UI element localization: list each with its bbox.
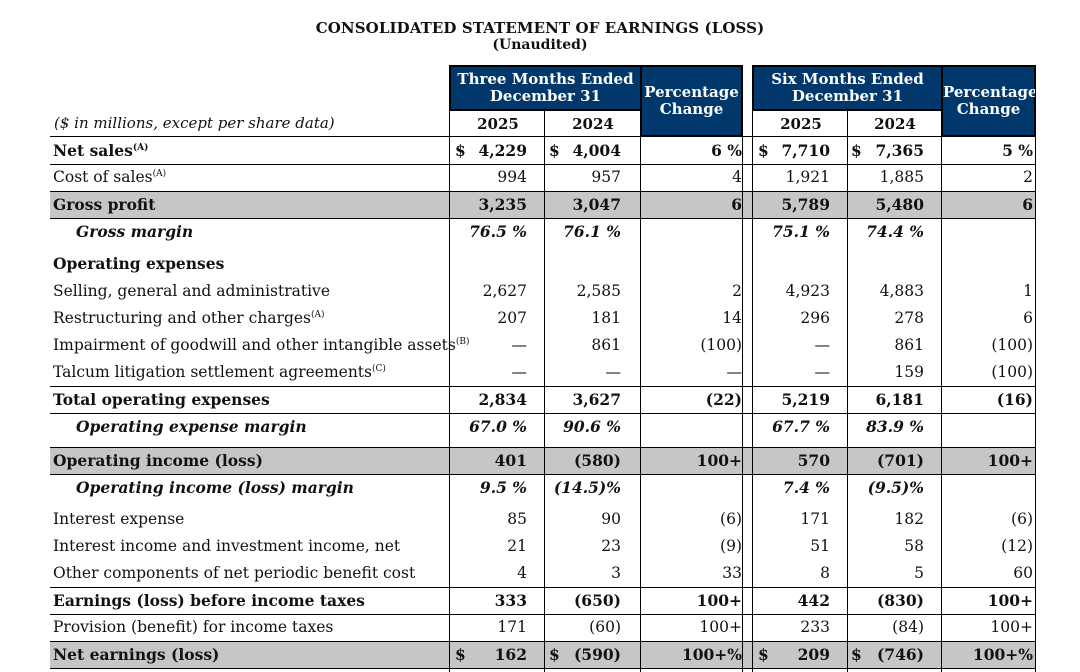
- cell-s24: 5: [914, 564, 924, 582]
- cell-qp: —: [726, 363, 742, 381]
- cell-q25: 85: [507, 510, 527, 528]
- cell-q25: 401: [494, 451, 527, 470]
- row-label: Impairment of goodwill and other intangible assets$^{(B)}$: [53, 336, 470, 354]
- column-line: [544, 111, 545, 672]
- cell-sp: (100): [991, 363, 1033, 381]
- table-row: [50, 278, 1036, 305]
- column-line: [1035, 65, 1036, 672]
- cell-q25: 171: [497, 618, 527, 636]
- rule-line: [50, 641, 1036, 642]
- cell-q25: 9.5 %: [479, 478, 527, 497]
- three-months-header-l2: December 31: [489, 87, 602, 105]
- pct-change-header-q-l1: Percentage: [644, 83, 739, 101]
- cell-s24: (84): [892, 618, 924, 636]
- cell-q24: (580): [573, 451, 621, 470]
- rule-line: [50, 191, 1036, 192]
- table-row: [50, 474, 1036, 501]
- cell-s24: 182: [894, 510, 924, 528]
- rule-line: [50, 447, 1036, 448]
- cell-q25: 67.0 %: [469, 417, 527, 436]
- cell-s25: 75.1 %: [772, 222, 830, 241]
- cell-sp: (16): [996, 390, 1033, 409]
- cell-q25: 162: [494, 645, 527, 664]
- currency-sign: $: [549, 141, 560, 160]
- cell-q24: 2,585: [576, 282, 621, 300]
- cell-qp: 6 %: [711, 141, 742, 160]
- cell-q24: 3,627: [572, 390, 621, 409]
- cell-q25: 207: [497, 309, 527, 327]
- cell-q24: —: [605, 363, 621, 381]
- cell-q25: 76.5 %: [469, 222, 527, 241]
- table-row: [50, 218, 1036, 245]
- pct-change-header-q-l2: Change: [659, 100, 724, 118]
- cell-qp: 100+: [699, 618, 742, 636]
- cell-s25: 7.4 %: [782, 478, 830, 497]
- column-line: [449, 111, 450, 672]
- cell-q25: 4,229: [478, 141, 527, 160]
- cell-qp: (9): [720, 537, 742, 555]
- cell-s24: 278: [894, 309, 924, 327]
- cell-s24: 4,883: [879, 282, 924, 300]
- rule-line: [50, 474, 1036, 475]
- table-row: [50, 641, 1036, 668]
- pct-change-header-s: [941, 65, 1036, 137]
- row-label: Selling, general and administrative: [53, 282, 330, 300]
- column-line: [742, 65, 743, 672]
- cell-q24: 3,047: [572, 195, 621, 214]
- pct-change-header-s-l1: Percentage: [943, 83, 1038, 101]
- cell-q24: (14.5)%: [553, 478, 621, 497]
- row-label: Net sales$^{(A)}$: [53, 141, 149, 160]
- cell-s25: 233: [800, 618, 830, 636]
- cell-s25: 442: [797, 591, 830, 610]
- cell-s25: 4,923: [785, 282, 830, 300]
- cell-q24: 957: [591, 168, 621, 186]
- currency-sign: $: [851, 141, 862, 160]
- currency-sign: $: [455, 141, 466, 160]
- six-months-header: [752, 65, 943, 111]
- rule-line: [50, 218, 1036, 219]
- cell-s24: (9.5)%: [867, 478, 924, 497]
- cell-q25: 21: [507, 537, 527, 555]
- cell-sp: 60: [1013, 564, 1033, 582]
- cell-sp: (12): [1001, 537, 1033, 555]
- year-2025-s: 2025: [780, 115, 822, 133]
- three-months-header-l1: Three Months Ended: [457, 70, 634, 88]
- cell-s25: 296: [800, 309, 830, 327]
- rule-line: [50, 386, 1036, 387]
- six-months-header-l2: December 31: [791, 87, 904, 105]
- row-label: Cost of sales$^{(A)}$: [53, 168, 167, 186]
- cell-qp: 100+%: [681, 645, 742, 664]
- cell-s25: 5,789: [781, 195, 830, 214]
- cell-q25: —: [511, 336, 527, 354]
- cell-s25: 570: [797, 451, 830, 470]
- year-2024-s: 2024: [874, 115, 916, 133]
- cell-qp: (100): [700, 336, 742, 354]
- cell-sp: 6: [1022, 195, 1033, 214]
- six-months-header-l1: Six Months Ended: [771, 70, 924, 88]
- cell-sp: 100+: [987, 591, 1033, 610]
- table-row: [50, 359, 1036, 386]
- cell-s24: (830): [876, 591, 924, 610]
- cell-q24: (650): [573, 591, 621, 610]
- cell-qp: (22): [705, 390, 742, 409]
- three-months-header: [449, 65, 642, 111]
- table-row: [50, 533, 1036, 560]
- cell-sp: (100): [991, 336, 1033, 354]
- footnote-marker: (A): [132, 143, 149, 153]
- cell-s25: 209: [797, 645, 830, 664]
- rule-line: [50, 136, 1036, 137]
- cell-q24: (60): [589, 618, 621, 636]
- table-row: [50, 386, 1036, 413]
- row-label: Gross profit: [53, 195, 156, 214]
- statement-title: CONSOLIDATED STATEMENT OF EARNINGS (LOSS): [315, 19, 765, 37]
- column-line: [941, 65, 942, 672]
- cell-q25: 4: [517, 564, 527, 582]
- cell-sp: 6: [1023, 309, 1033, 327]
- pct-change-header-s-l2: Change: [956, 100, 1021, 118]
- cell-s24: (701): [876, 451, 924, 470]
- row-label: Operating income (loss) margin: [76, 478, 354, 497]
- cell-q24: (590): [573, 645, 621, 664]
- cell-s24: 7,365: [875, 141, 924, 160]
- year-2025-q: 2025: [477, 115, 519, 133]
- cell-qp: 100+: [696, 591, 742, 610]
- row-label: Interest income and investment income, net: [53, 537, 401, 555]
- statement-subtitle: (Unaudited): [492, 37, 588, 53]
- cell-q24: 861: [591, 336, 621, 354]
- table-row: [50, 305, 1036, 332]
- cell-sp: 2: [1023, 168, 1033, 186]
- cell-q25: 994: [497, 168, 527, 186]
- cell-s25: 7,710: [781, 141, 830, 160]
- currency-sign: $: [758, 141, 769, 160]
- cell-q24: 4,004: [572, 141, 621, 160]
- cell-sp: 100+: [990, 618, 1033, 636]
- currency-sign: $: [549, 645, 560, 664]
- cell-s24: 74.4 %: [866, 222, 924, 241]
- table-row: [50, 447, 1036, 474]
- table-row: [50, 191, 1036, 218]
- table-row: [50, 560, 1036, 587]
- cell-sp: 1: [1023, 282, 1033, 300]
- cell-qp: 6: [731, 195, 742, 214]
- rule-line: [50, 668, 1036, 669]
- cell-s25: 8: [820, 564, 830, 582]
- rule-line: [50, 614, 1036, 615]
- pct-change-header-q: [640, 65, 743, 137]
- cell-q25: 3,235: [478, 195, 527, 214]
- table-row: [50, 506, 1036, 533]
- cell-qp: (6): [720, 510, 742, 528]
- table-row: [50, 250, 1036, 277]
- row-label: Restructuring and other charges$^{(A)}$: [53, 309, 325, 327]
- cell-s25: 67.7 %: [772, 417, 830, 436]
- footnote-marker: (C): [372, 364, 386, 374]
- row-label: Total operating expenses: [53, 390, 270, 409]
- cell-s25: 171: [800, 510, 830, 528]
- cell-qp: 4: [732, 168, 742, 186]
- cell-qp: 2: [732, 282, 742, 300]
- cell-sp: 5 %: [1002, 141, 1033, 160]
- cell-sp: 100+%: [972, 645, 1033, 664]
- cell-s25: 1,921: [785, 168, 830, 186]
- row-label: Provision (benefit) for income taxes: [53, 618, 334, 636]
- cell-sp: 100+: [987, 451, 1033, 470]
- row-label: Operating income (loss): [53, 451, 263, 470]
- table-row: [50, 332, 1036, 359]
- cell-s24: 861: [894, 336, 924, 354]
- row-label: Earnings (loss) before income taxes: [53, 591, 365, 610]
- table-row: [50, 413, 1036, 440]
- cell-s24: 5,480: [875, 195, 924, 214]
- units-note: ($ in millions, except per share data): [54, 114, 335, 132]
- footnote-marker: (A): [152, 169, 167, 179]
- cell-s25: —: [814, 363, 830, 381]
- row-label: Operating expenses: [53, 254, 225, 273]
- cell-q24: 23: [601, 537, 621, 555]
- cell-q24: 90: [601, 510, 621, 528]
- year-2024-q: 2024: [572, 115, 614, 133]
- cell-q24: 181: [591, 309, 621, 327]
- cell-qp: 100+: [696, 451, 742, 470]
- cell-s25: 5,219: [781, 390, 830, 409]
- row-label: Operating expense margin: [76, 417, 307, 436]
- cell-s24: 6,181: [875, 390, 924, 409]
- row-label: Talcum litigation settlement agreements$^{(C)}$: [53, 363, 386, 381]
- table-row: [50, 587, 1036, 614]
- cell-s24: 1,885: [879, 168, 924, 186]
- cell-qp: 33: [722, 564, 742, 582]
- rule-line: [50, 587, 1036, 588]
- table-row: [50, 614, 1036, 641]
- cell-s24: 58: [904, 537, 924, 555]
- currency-sign: $: [851, 645, 862, 664]
- column-line: [752, 65, 753, 672]
- footnote-marker: (A): [311, 310, 325, 320]
- rule-line: [50, 413, 1036, 414]
- rule-line: [50, 164, 1036, 165]
- cell-q25: —: [511, 363, 527, 381]
- row-label: Gross margin: [76, 222, 194, 241]
- cell-s24: 159: [894, 363, 924, 381]
- footnote-marker: (B): [455, 337, 470, 347]
- cell-s25: 51: [810, 537, 830, 555]
- cell-q25: 2,627: [482, 282, 527, 300]
- cell-qp: 14: [722, 309, 742, 327]
- column-line: [640, 65, 641, 672]
- currency-sign: $: [455, 645, 466, 664]
- column-line: [847, 111, 848, 672]
- cell-q25: 2,834: [478, 390, 527, 409]
- cell-q24: 90.6 %: [563, 417, 621, 436]
- currency-sign: $: [758, 645, 769, 664]
- cell-q24: 76.1 %: [563, 222, 621, 241]
- cell-sp: (6): [1011, 510, 1033, 528]
- row-label: Interest expense: [53, 510, 185, 528]
- cell-q25: 333: [494, 591, 527, 610]
- cell-s25: —: [814, 336, 830, 354]
- cell-s24: (746): [876, 645, 924, 664]
- table-row: [50, 164, 1036, 191]
- row-label: Net earnings (loss): [53, 645, 220, 664]
- cell-q24: 3: [611, 564, 621, 582]
- row-label: Other components of net periodic benefit cost: [53, 564, 416, 582]
- cell-s24: 83.9 %: [866, 417, 924, 436]
- table-row: [50, 137, 1036, 164]
